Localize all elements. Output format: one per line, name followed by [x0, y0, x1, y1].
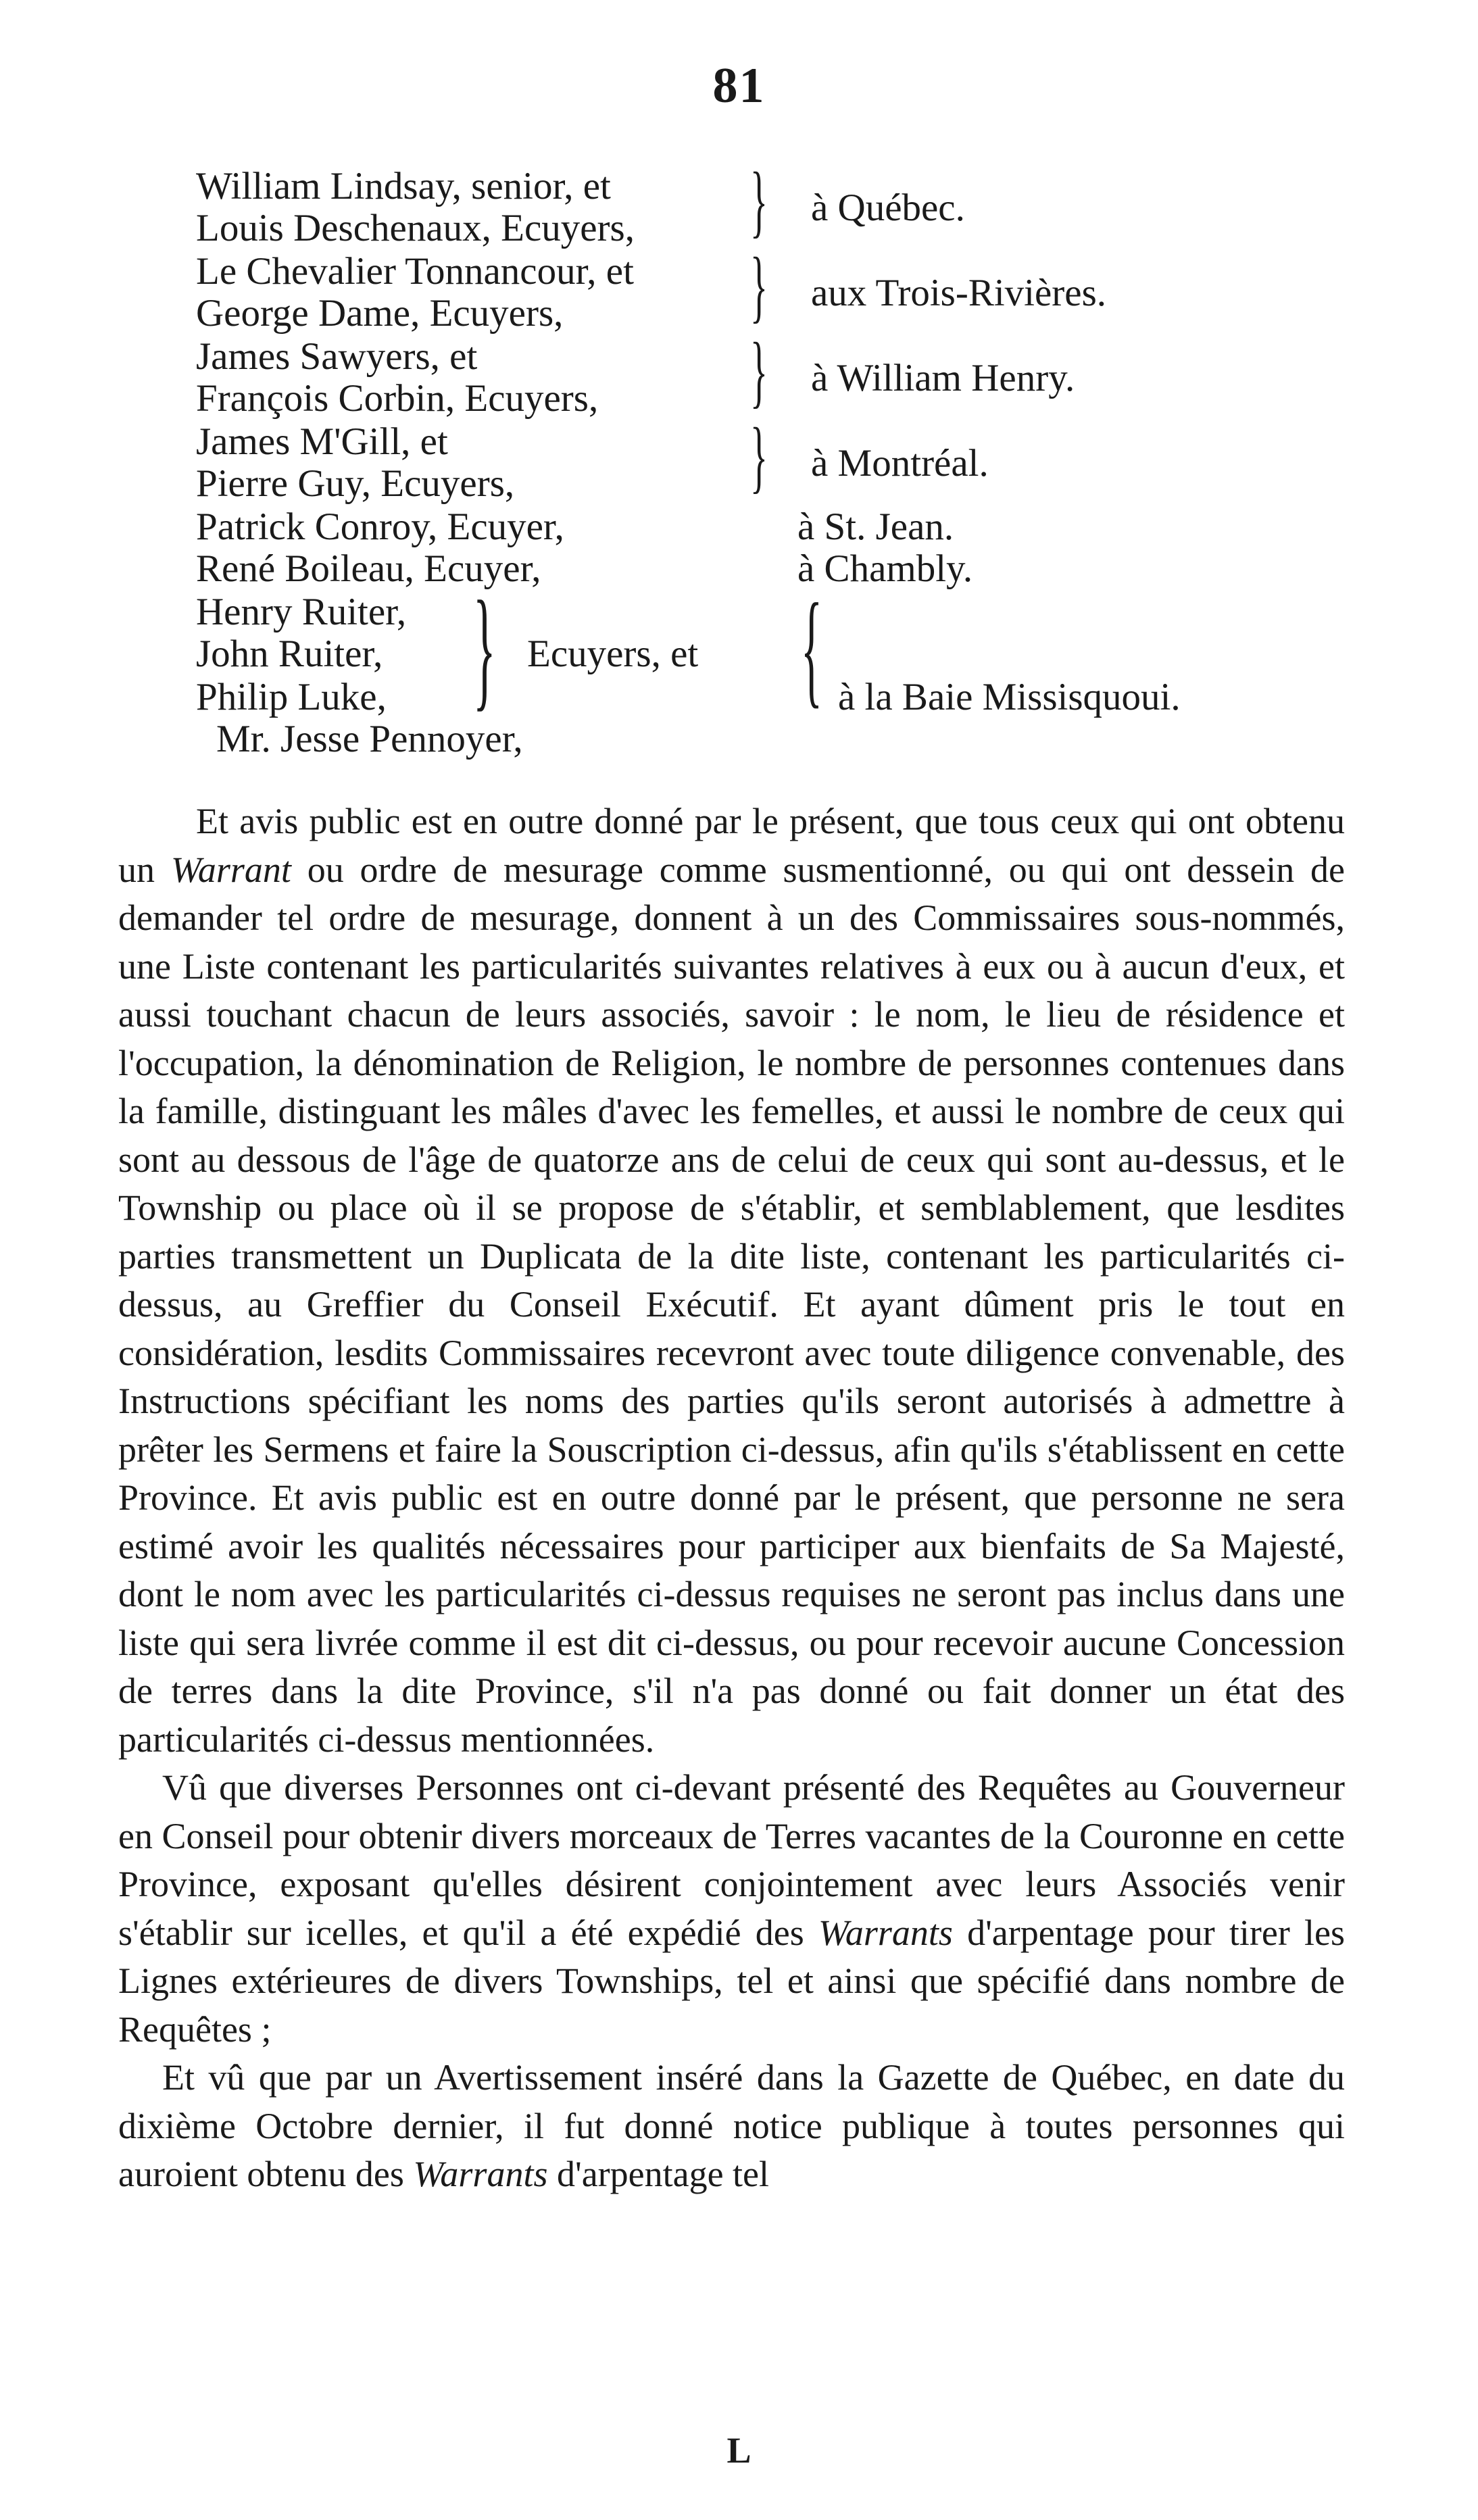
- commissioner-name: James M'Gill, et: [196, 420, 448, 463]
- paragraph: Et avis public est en outre donné par le présent, que tous ceux qui ont obtenu un Warrant ou ordre de mesurage comme susmentionné, ou qui ont dessein de demander tel ordre de mesurage, donnent à un des Commissaires sous-nommés, une Liste contenant les particularités suivantes relatives à eux ou à aucun d'eux, et aussi touchant chacun de leurs associés, savoir : le nom, le lieu de résidence et l'occupation, la dénomination de Religion, le nombre de personnes contenues dans la famille, distinguant les mâles d'avec les femelles, et aussi le nombre de ceux qui sont au dessous de l'âge de quatorze ans de celui de ceux qui sont au-dessus, et le Township ou place où il se propose de s'établir, et semblablement, que lesdites parties transmettent un Duplicata de la dite liste, contenant les particularités ci-dessus, au Greffier du Conseil Exécutif. Et ayant dûment pris le tout en considération, lesdits Commissaires recevront avec toute diligence convenable, des Instructions spécifiant les noms des parties qu'ils seront autorisés à admettre à prêter les Sermens et faire la Souscription ci-dessus, afin qu'ils s'établissent en cette Province. Et avis public est en outre donné par le présent, que personne ne sera estimé avoir les qualités nécessaires pour participer aux bienfaits de Sa Majesté, dont le nom avec les particularités ci-dessus requises ne seront pas inclus dans une liste qui sera livrée comme il est dit ci-dessus, ou pour recevoir aucune Concession de terres dans la dite Province, s'il n'a pas donné ou fait donner un état des particularités ci-dessus mentionnées.: [118, 801, 1346, 1760]
- commissioner-name: Le Chevalier Tonnancour, et: [196, 250, 634, 293]
- place-label: aux Trois-Rivières.: [811, 272, 1107, 314]
- group-title-label: Ecuyers, et: [527, 633, 699, 675]
- brace-icon: }: [750, 411, 768, 501]
- commissioner-name: Philip Luke,: [196, 676, 387, 718]
- place-label: à St. Jean.: [797, 505, 954, 548]
- commissioner-name: Pierre Guy, Ecuyers,: [196, 462, 515, 505]
- brace-icon: }: [750, 241, 768, 330]
- place-label: à William Henry.: [811, 357, 1075, 399]
- commissioner-name: William Lindsay, senior, et: [196, 165, 611, 207]
- commissioners-list: [189, 155, 1460, 801]
- place-label: à Montréal.: [811, 442, 989, 485]
- paragraph: Vû que diverses Personnes ont ci-devant présenté des Requêtes au Gouverneur en Conseil pour obtenir divers morceaux de Terres vacantes de la Couronne en cette Province, exposant qu'elles désirent conjointement avec leurs Associés venir s'établir sur icelles, et qu'il a été expédié des Warrants d'arpentage pour tirer les Lignes extérieures de divers Townships, tel et ainsi que spécifié dans nombre de Requêtes ;: [118, 1767, 1345, 2050]
- page-number: 81: [712, 58, 766, 114]
- commissioner-name: Louis Deschenaux, Ecuyers,: [196, 207, 635, 249]
- commissioner-name: Henry Ruiter,: [196, 591, 407, 633]
- place-label: à Québec.: [811, 187, 965, 229]
- brace-icon: }: [473, 574, 496, 723]
- paragraph: Et vû que par un Avertissement inséré dans la Gazette de Québec, en date du dixième Octobre dernier, il fut donné notice publique à toutes personnes qui auroient obtenu des Warrants d'arpentage tel: [118, 2057, 1345, 2194]
- commissioner-name: George Dame, Ecuyers,: [196, 292, 564, 335]
- place-label: à la Baie Missisquoui.: [838, 676, 1181, 718]
- commissioner-name: James Sawyers, et: [196, 335, 478, 378]
- brace-icon: {: [801, 578, 822, 720]
- commissioner-name: Mr. Jesse Pennoyer,: [216, 718, 523, 760]
- commissioner-name: René Boileau, Ecuyer,: [196, 547, 541, 590]
- body-text: [118, 797, 1345, 2199]
- brace-icon: }: [750, 326, 768, 416]
- commissioner-name: François Corbin, Ecuyers,: [196, 377, 599, 420]
- place-label: à Chambly.: [797, 547, 973, 590]
- commissioner-name: John Ruiter,: [196, 633, 383, 675]
- brace-icon: }: [750, 155, 768, 245]
- signature-mark: L: [726, 2430, 752, 2471]
- commissioner-name: Patrick Conroy, Ecuyer,: [196, 505, 564, 548]
